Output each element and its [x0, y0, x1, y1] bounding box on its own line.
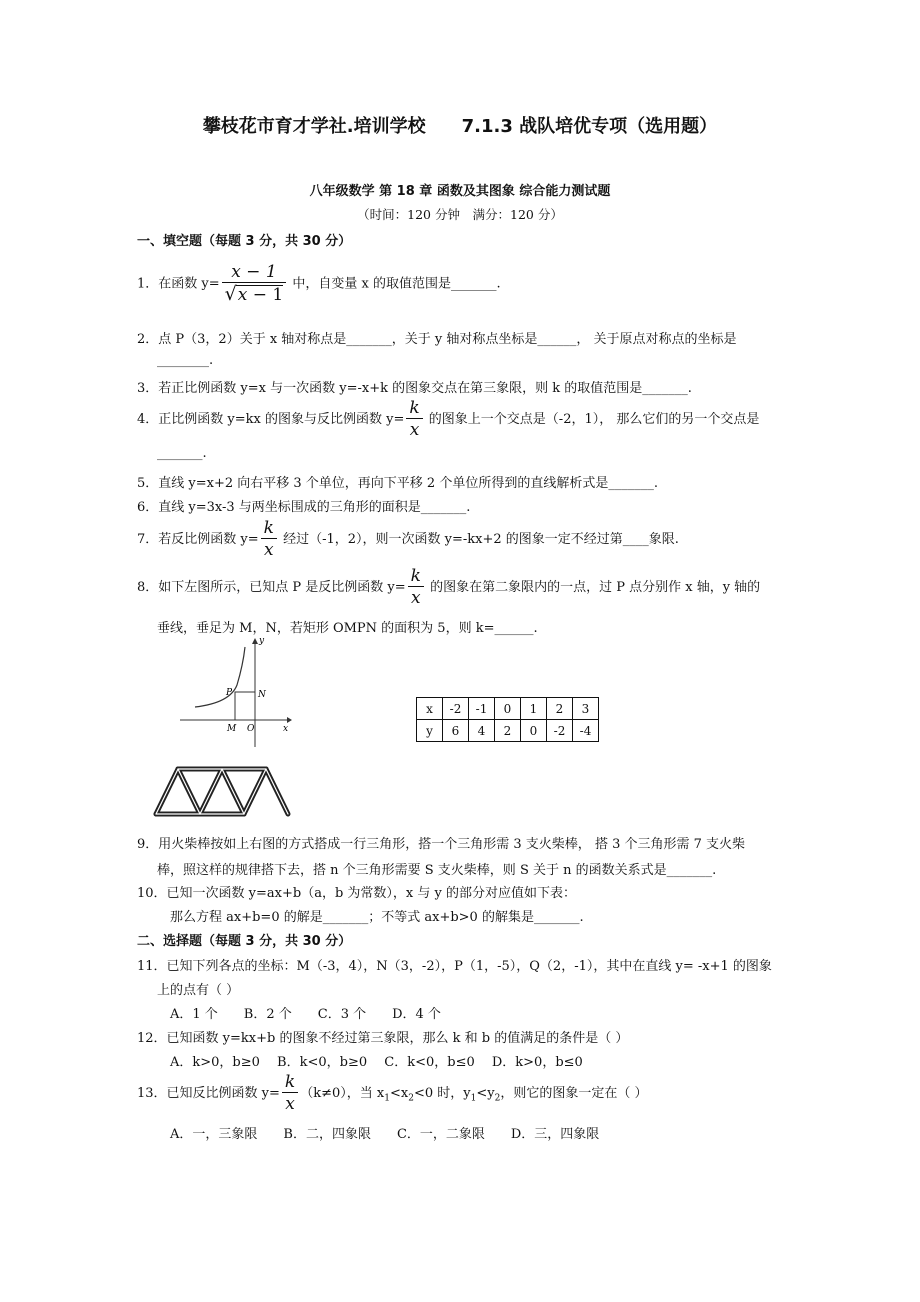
question-13	[137, 1072, 647, 1115]
subscript: 1	[384, 1093, 390, 1104]
table-cell: 2	[547, 698, 573, 720]
y-axis-arrow	[252, 638, 258, 644]
label-x: x	[283, 724, 289, 734]
exam-subtitle: 八年级数学 第 18 章 函数及其图象 综合能力测试题	[309, 184, 611, 199]
q13-text: <0 时，y	[413, 1086, 471, 1101]
subscript: 2	[408, 1093, 414, 1104]
table-cell: -2	[443, 698, 469, 720]
question-3: 3．若正比例函数 y=x 与一次函数 y=-x+k 的图象交点在第三象限，则 k 的取值范围是_______.	[137, 381, 692, 396]
question-13-options: A．一，三象限 B．二，四象限 C．一，二象限 D．三，四象限	[170, 1127, 600, 1142]
question-1	[137, 262, 501, 306]
question-11-options: A．1 个 B．2 个 C．3 个 D．4 个	[170, 1007, 441, 1022]
q7-numerator: k	[263, 518, 274, 538]
question-10-line1: 10．已知一次函数 y=ax+b（a，b 为常数），x 与 y 的部分对应值如下表：	[137, 886, 576, 901]
table-cell: 4	[469, 720, 495, 742]
question-12-line1: 12．已知函数 y=kx+b 的图象不经过第三象限，那么 k 和 b 的值满足的条件是（ ）	[137, 1031, 629, 1046]
question-12-options: A．k>0，b≥0 B．k<0，b≥0 C．k<0，b≤0 D．k>0，b≤0	[170, 1055, 583, 1070]
label-o: O	[247, 724, 255, 734]
q1-fraction	[222, 262, 287, 306]
q8-text-post: 的图象在第二象限内的一点，过 P 点分别作 x 轴，y 轴的	[425, 580, 761, 595]
hyperbola-curve	[195, 647, 245, 707]
q1-numerator: x − 1	[231, 262, 277, 282]
question-8-line2: 垂线，垂足为 M，N，若矩形 OMPN 的面积为 5，则 k=______.	[157, 621, 538, 636]
q1-den-rest: − 1	[247, 285, 284, 305]
question-11-line2: 上的点有（ ）	[157, 983, 240, 998]
q13-text: ，则它的图象一定在（ ）	[500, 1086, 648, 1101]
label-m: M	[227, 724, 237, 734]
q8-denominator: x	[408, 586, 424, 609]
q7-fraction	[261, 518, 277, 561]
q7-text-pre: 7．若反比例函数 y=	[137, 532, 259, 547]
table-cell: -4	[573, 720, 599, 742]
section-fill-heading: 一、填空题（每题 3 分，共 30 分）	[137, 234, 352, 249]
x-axis-arrow	[287, 717, 292, 723]
subscript: 1	[470, 1093, 477, 1104]
q7-text-post: 经过（-1，2），则一次函数 y=-kx+2 的图象一定不经过第____象限.	[278, 532, 679, 547]
q8-fraction	[408, 566, 424, 609]
matchstick-triangles-figure	[148, 762, 300, 820]
question-2-line1: 2．点 P（3，2）关于 x 轴对称点是_______，关于 y 轴对称点坐标是______， 关于原点对称点的坐标是	[137, 332, 737, 347]
q13-denominator: x	[282, 1092, 298, 1115]
table-row	[417, 698, 599, 720]
question-8	[137, 566, 760, 609]
q1-text-post: 中，自变量 x 的取值范围是_______.	[288, 276, 501, 292]
q13-numerator: k	[284, 1072, 296, 1092]
q13-fraction	[282, 1072, 298, 1115]
question-9-line1: 9．用火柴棒按如上右图的方式搭成一行三角形，搭一个三角形需 3 支火柴棒， 搭 3 个三角形需 7 支火柴	[137, 837, 746, 852]
question-4	[137, 398, 759, 441]
table-cell: -2	[547, 720, 573, 742]
hyperbola-figure	[175, 635, 295, 750]
time-info: （时间：120 分钟 满分：120 分）	[357, 207, 563, 222]
q13-text: <y	[476, 1086, 495, 1101]
section-choice-heading: 二、选择题（每题 3 分，共 30 分）	[137, 934, 352, 949]
table-cell: y	[417, 720, 443, 742]
q4-fraction	[406, 398, 422, 441]
table-cell: x	[417, 698, 443, 720]
question-9-line2: 棒，照这样的规律搭下去，搭 n 个三角形需要 S 支火柴棒，则 S 关于 n 的函数关系式是_______.	[157, 863, 717, 878]
table-cell: 0	[495, 698, 521, 720]
subscript: 2	[494, 1093, 501, 1104]
q13-text-pre: 13．已知反比例函数 y=	[137, 1086, 280, 1101]
label-y: y	[259, 636, 265, 646]
q8-text-pre: 8．如下左图所示，已知点 P 是反比例函数 y=	[137, 580, 406, 595]
q4-numerator: k	[409, 398, 420, 418]
table-cell: 1	[521, 698, 547, 720]
q8-numerator: k	[410, 566, 421, 586]
q1-text-pre: 1．在函数 y=	[137, 276, 220, 292]
q13-text: <x	[389, 1086, 409, 1101]
q4-text-post: 的图象上一个交点是（-2，1）， 那么它们的另一个交点是	[424, 412, 760, 427]
q1-den-var: x	[237, 285, 248, 305]
rectangle-ompn	[235, 692, 255, 720]
q13-text: （k≠0），当 x	[300, 1086, 385, 1101]
q4-denominator: x	[406, 418, 422, 441]
table-cell: -1	[469, 698, 495, 720]
q4-text-pre: 4．正比例函数 y=kx 的图象与反比例函数 y=	[137, 412, 405, 427]
label-n: N	[258, 690, 266, 700]
question-7	[137, 518, 679, 561]
table-cell: 2	[495, 720, 521, 742]
page-title: 攀枝花市育才学社.培训学校 7.1.3 战队培优专项（选用题）	[202, 116, 718, 137]
value-table	[416, 697, 599, 742]
table-cell: 0	[521, 720, 547, 742]
table-cell: 6	[443, 720, 469, 742]
q7-denominator: x	[261, 538, 277, 561]
question-5: 5．直线 y=x+2 向右平移 3 个单位，再向下平移 2 个单位所得到的直线解析式是_______.	[137, 476, 658, 491]
question-4-line2: _______.	[157, 446, 207, 461]
table-cell: 3	[573, 698, 599, 720]
question-11-line1: 11．已知下列各点的坐标：M（-3，4），N（3，-2），P（1，-5），Q（2，-1），其中在直线 y= -x+1 的图象	[137, 959, 772, 974]
question-6: 6．直线 y=3x-3 与两坐标围成的三角形的面积是_______.	[137, 500, 471, 515]
question-10-line2: 那么方程 ax+b=0 的解是_______；不等式 ax+b>0 的解集是_______.	[170, 910, 584, 925]
sqrt-symbol: √	[224, 283, 237, 305]
question-2-line2: ________.	[157, 353, 214, 368]
label-p: P	[226, 688, 233, 698]
table-row	[417, 720, 599, 742]
